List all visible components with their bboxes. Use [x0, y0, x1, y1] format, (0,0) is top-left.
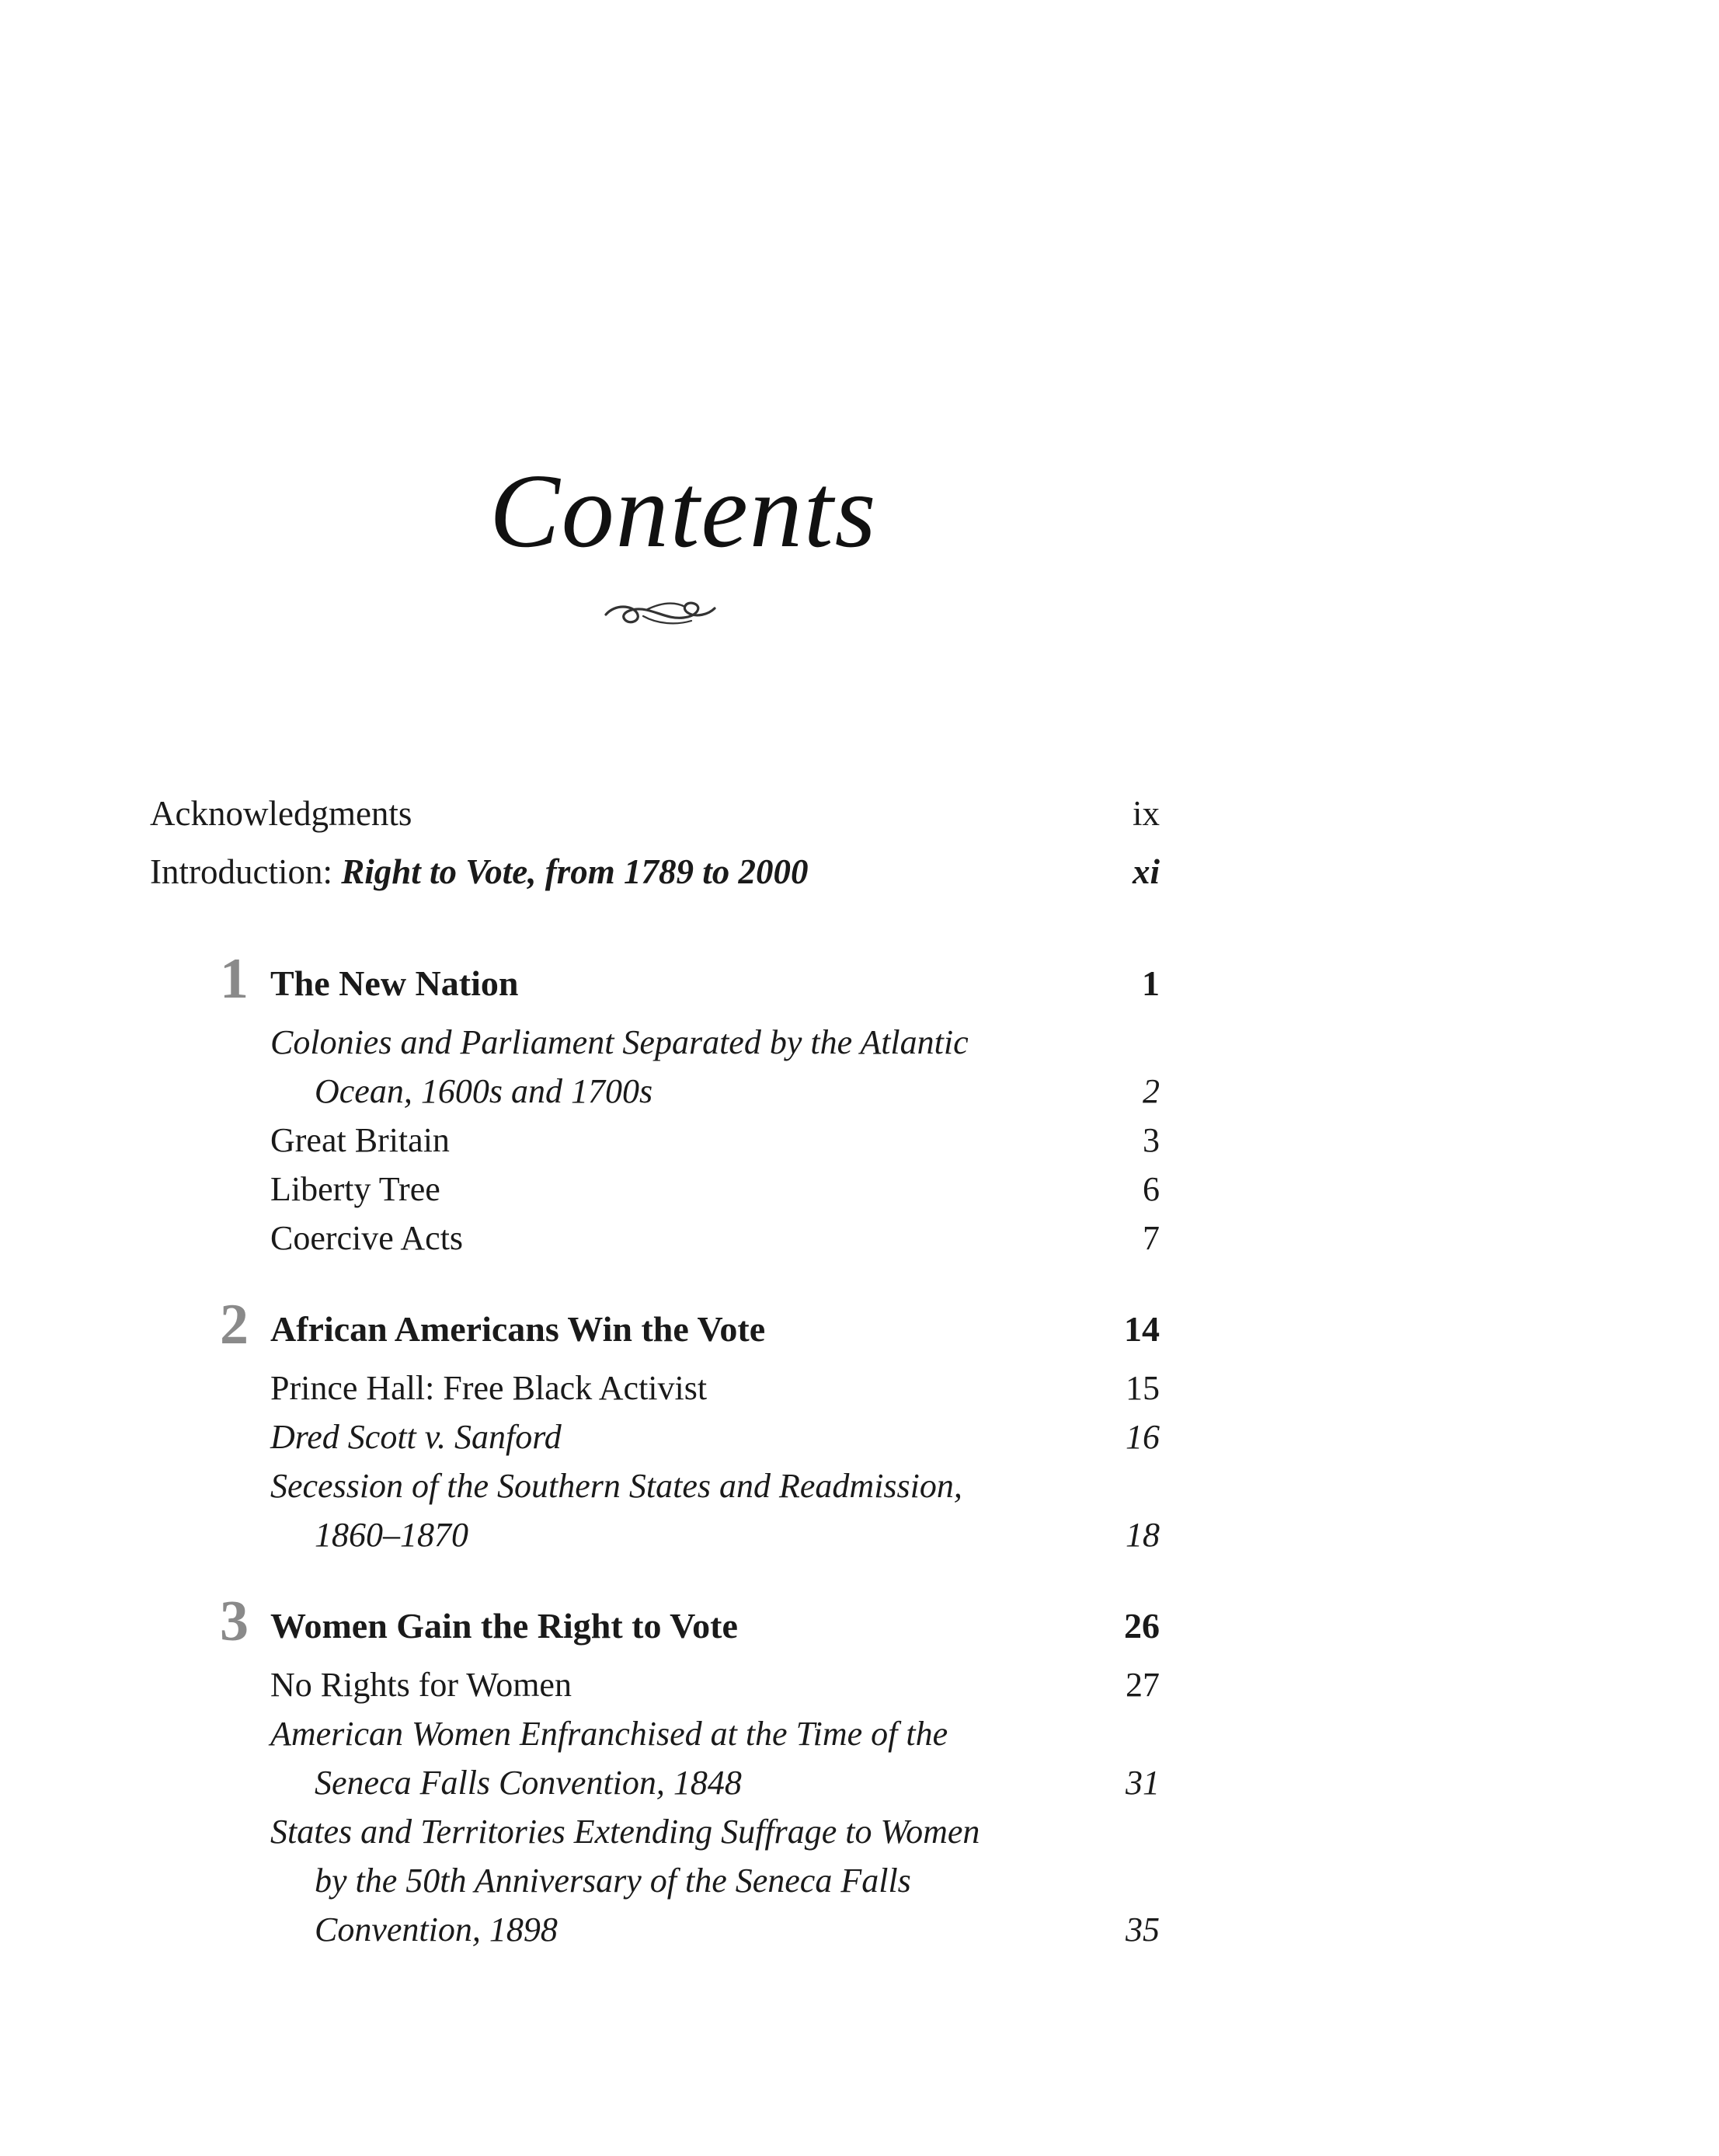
spacer — [150, 1263, 1160, 1295]
toc-subentry-continued[interactable] — [150, 1510, 1160, 1559]
subentry-label: Great Britain — [270, 1121, 450, 1159]
subentry-label: 1860–1870 — [315, 1516, 468, 1554]
toc-subentry-continued[interactable] — [150, 1856, 1160, 1905]
toc-entry-introduction[interactable] — [150, 843, 1160, 901]
subentry-label: Secession of the Southern States and Readmission, — [270, 1467, 962, 1505]
subentry-label: Seneca Falls Convention, 1848 — [315, 1764, 742, 1802]
chapter-title: African Americans Win the Vote — [270, 1309, 766, 1349]
toc-subentry[interactable] — [150, 1018, 1160, 1067]
toc-subentry[interactable] — [150, 1214, 1160, 1263]
table-of-contents — [150, 785, 1160, 1954]
chapter-number: 2 — [220, 1293, 249, 1357]
entry-label: Introduction: — [150, 852, 332, 891]
toc-subentry[interactable] — [150, 1660, 1160, 1709]
subentry-label: American Women Enfranchised at the Time of the — [270, 1715, 948, 1753]
subentry-label: by the 50th Anniversary of the Seneca Falls — [315, 1862, 911, 1900]
toc-subentry-continued[interactable] — [150, 1758, 1160, 1807]
subentry-label: No Rights for Women — [270, 1666, 572, 1704]
toc-subentry[interactable] — [150, 1412, 1160, 1461]
subentry-label: Coercive Acts — [270, 1219, 464, 1257]
spacer — [150, 1559, 1160, 1592]
subentry-label: Liberty Tree — [270, 1170, 440, 1208]
chapter-heading-1[interactable] — [150, 949, 1160, 1018]
subentry-label: Convention, 1898 — [315, 1910, 558, 1949]
page-title: Contents — [489, 453, 878, 569]
toc-subentry[interactable] — [150, 1807, 1160, 1856]
subentry-label: States and Territories Extending Suffrage to Women — [270, 1813, 980, 1851]
chapter-title: Women Gain the Right to Vote — [270, 1606, 738, 1646]
toc-subentry[interactable] — [150, 1165, 1160, 1214]
subentry-page-number: 31 — [1126, 1764, 1160, 1802]
flourish-ornament-icon — [598, 587, 722, 633]
entry-page-number: xi — [1132, 852, 1160, 891]
subentry-page-number: 7 — [1143, 1219, 1160, 1257]
toc-subentry-continued[interactable] — [150, 1905, 1160, 1954]
subentry-page-number: 35 — [1126, 1910, 1160, 1949]
chapter-heading-3[interactable] — [150, 1592, 1160, 1660]
entry-label-italic: Right to Vote, from 1789 to 2000 — [341, 852, 809, 891]
chapter-page-number: 1 — [1142, 963, 1160, 1003]
chapter-number: 3 — [220, 1590, 249, 1653]
subentry-page-number: 27 — [1126, 1666, 1160, 1704]
subentry-page-number: 16 — [1126, 1418, 1160, 1456]
subentry-page-number: 3 — [1143, 1121, 1160, 1159]
chapter-title: The New Nation — [270, 963, 519, 1003]
entry-label-group — [150, 843, 809, 901]
entry-page-number: ix — [1132, 794, 1160, 833]
toc-subentry[interactable] — [150, 1364, 1160, 1412]
toc-entry-acknowledgments[interactable] — [150, 785, 1160, 843]
subentry-page-number: 6 — [1143, 1170, 1160, 1208]
chapter-page-number: 26 — [1124, 1606, 1160, 1646]
subentry-page-number: 18 — [1126, 1516, 1160, 1554]
toc-subentry-continued[interactable] — [150, 1067, 1160, 1116]
toc-subentry[interactable] — [150, 1116, 1160, 1165]
subentry-label: Dred Scott v. Sanford — [270, 1418, 562, 1456]
toc-subentry[interactable] — [150, 1461, 1160, 1510]
chapter-number: 1 — [220, 947, 249, 1011]
subentry-label: Colonies and Parliament Separated by the Atlantic — [270, 1023, 969, 1061]
chapter-page-number: 14 — [1124, 1309, 1160, 1349]
subentry-page-number: 2 — [1143, 1072, 1160, 1110]
spacer — [150, 901, 1160, 949]
subentry-label: Ocean, 1600s and 1700s — [315, 1072, 653, 1110]
subentry-label: Prince Hall: Free Black Activist — [270, 1369, 708, 1407]
toc-subentry[interactable] — [150, 1709, 1160, 1758]
entry-label: Acknowledgments — [150, 794, 412, 833]
subentry-page-number: 15 — [1126, 1369, 1160, 1407]
chapter-heading-2[interactable] — [150, 1295, 1160, 1364]
